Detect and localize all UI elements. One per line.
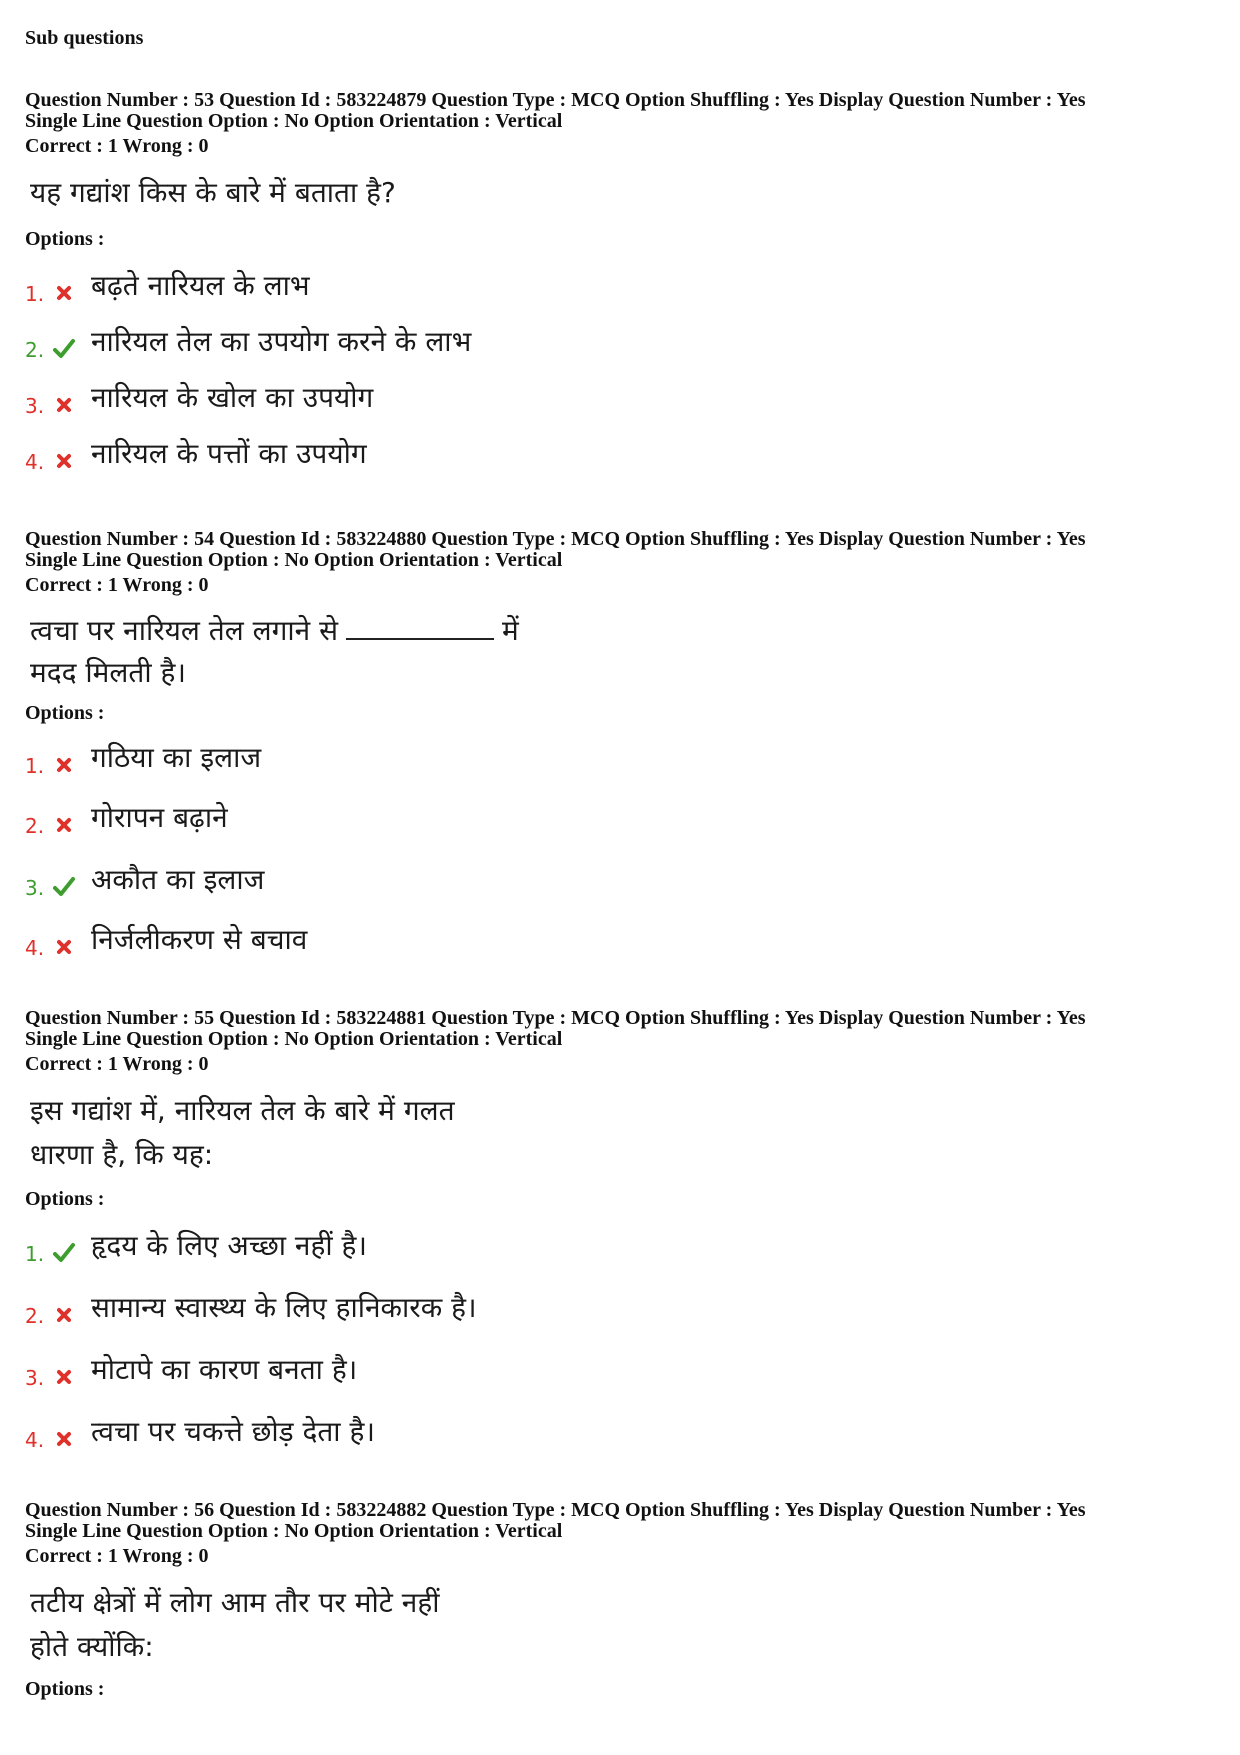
option-number: 2. bbox=[25, 1304, 45, 1328]
option-2 bbox=[25, 800, 925, 844]
option-text: बढ़ते नारियल के लाभ bbox=[91, 269, 310, 302]
question-text-line1: तटीय क्षेत्रों में लोग आम तौर पर मोटे नहीं bbox=[30, 1586, 440, 1619]
question-meta-line2: Single Line Question Option : No Option Orientation : Vertical bbox=[25, 549, 563, 571]
question-text-part: में bbox=[502, 614, 519, 647]
cross-icon bbox=[53, 812, 75, 836]
cross-icon bbox=[53, 280, 75, 304]
section-title: Sub questions bbox=[25, 27, 144, 49]
option-1 bbox=[25, 740, 925, 784]
check-icon bbox=[53, 336, 75, 360]
question-meta-line1: Question Number : 56 Question Id : 583224882 Question Type : MCQ Option Shuffling : Yes Display Question Number : Yes bbox=[25, 1499, 1086, 1521]
option-number: 1. bbox=[25, 754, 45, 778]
question-text-line1 bbox=[30, 610, 519, 652]
cross-icon bbox=[53, 392, 75, 416]
option-number: 2. bbox=[25, 814, 45, 838]
cross-icon bbox=[53, 1426, 75, 1450]
question-text-part: त्वचा पर नारियल तेल लगाने से bbox=[30, 614, 339, 647]
cross-icon bbox=[53, 1364, 75, 1388]
option-number: 2. bbox=[25, 338, 45, 362]
option-text: सामान्य स्वास्थ्य के लिए हानिकारक है। bbox=[91, 1291, 477, 1324]
options-label: Options : bbox=[25, 1188, 105, 1210]
options-label: Options : bbox=[25, 228, 105, 250]
option-text: नारियल के खोल का उपयोग bbox=[91, 381, 374, 414]
option-2 bbox=[25, 1290, 925, 1334]
option-4 bbox=[25, 922, 925, 966]
question-meta-line2: Single Line Question Option : No Option Orientation : Vertical bbox=[25, 1520, 563, 1542]
option-2 bbox=[25, 324, 925, 368]
option-text: हृदय के लिए अच्छा नहीं है। bbox=[91, 1229, 367, 1262]
question-score: Correct : 1 Wrong : 0 bbox=[25, 574, 209, 596]
option-text: त्वचा पर चकत्ते छोड़ देता है। bbox=[91, 1415, 375, 1448]
option-number: 4. bbox=[25, 936, 45, 960]
cross-icon bbox=[53, 1302, 75, 1326]
option-text: निर्जलीकरण से बचाव bbox=[91, 923, 308, 956]
question-meta-line2: Single Line Question Option : No Option Orientation : Vertical bbox=[25, 110, 563, 132]
option-number: 4. bbox=[25, 1428, 45, 1452]
option-1 bbox=[25, 268, 925, 312]
option-number: 4. bbox=[25, 450, 45, 474]
options-label: Options : bbox=[25, 1678, 105, 1700]
option-1 bbox=[25, 1228, 925, 1272]
option-text: अकौत का इलाज bbox=[91, 863, 265, 896]
option-number: 1. bbox=[25, 282, 45, 306]
check-icon bbox=[53, 874, 75, 898]
question-score: Correct : 1 Wrong : 0 bbox=[25, 135, 209, 157]
fill-blank bbox=[346, 612, 494, 640]
option-text: नारियल तेल का उपयोग करने के लाभ bbox=[91, 325, 472, 358]
option-number: 1. bbox=[25, 1242, 45, 1266]
options-label: Options : bbox=[25, 702, 105, 724]
question-score: Correct : 1 Wrong : 0 bbox=[25, 1545, 209, 1567]
option-4 bbox=[25, 436, 925, 480]
question-meta-line1: Question Number : 53 Question Id : 583224879 Question Type : MCQ Option Shuffling : Yes Display Question Number : Yes bbox=[25, 89, 1086, 111]
question-meta-line1: Question Number : 55 Question Id : 583224881 Question Type : MCQ Option Shuffling : Yes Display Question Number : Yes bbox=[25, 1007, 1086, 1029]
option-3 bbox=[25, 1352, 925, 1396]
option-4 bbox=[25, 1414, 925, 1458]
option-number: 3. bbox=[25, 876, 45, 900]
question-text-line1: इस गद्यांश में, नारियल तेल के बारे में गलत bbox=[30, 1094, 455, 1127]
option-text: गठिया का इलाज bbox=[91, 741, 262, 774]
cross-icon bbox=[53, 448, 75, 472]
question-meta-line1: Question Number : 54 Question Id : 583224880 Question Type : MCQ Option Shuffling : Yes Display Question Number : Yes bbox=[25, 528, 1086, 550]
check-icon bbox=[53, 1240, 75, 1264]
option-3 bbox=[25, 380, 925, 424]
cross-icon bbox=[53, 934, 75, 958]
question-score: Correct : 1 Wrong : 0 bbox=[25, 1053, 209, 1075]
option-text: गोरापन बढ़ाने bbox=[91, 801, 228, 834]
option-text: मोटापे का कारण बनता है। bbox=[91, 1353, 358, 1386]
cross-icon bbox=[53, 752, 75, 776]
question-meta-line2: Single Line Question Option : No Option Orientation : Vertical bbox=[25, 1028, 563, 1050]
question-text-line2: मदद मिलती है। bbox=[30, 656, 186, 689]
question-text-line2: होते क्योंकि: bbox=[30, 1630, 154, 1663]
question-text-line2: धारणा है, कि यह: bbox=[30, 1138, 214, 1171]
option-number: 3. bbox=[25, 394, 45, 418]
option-3 bbox=[25, 862, 925, 906]
option-text: नारियल के पत्तों का उपयोग bbox=[91, 437, 367, 470]
option-number: 3. bbox=[25, 1366, 45, 1390]
question-text: यह गद्यांश किस के बारे में बताता है? bbox=[30, 176, 396, 209]
